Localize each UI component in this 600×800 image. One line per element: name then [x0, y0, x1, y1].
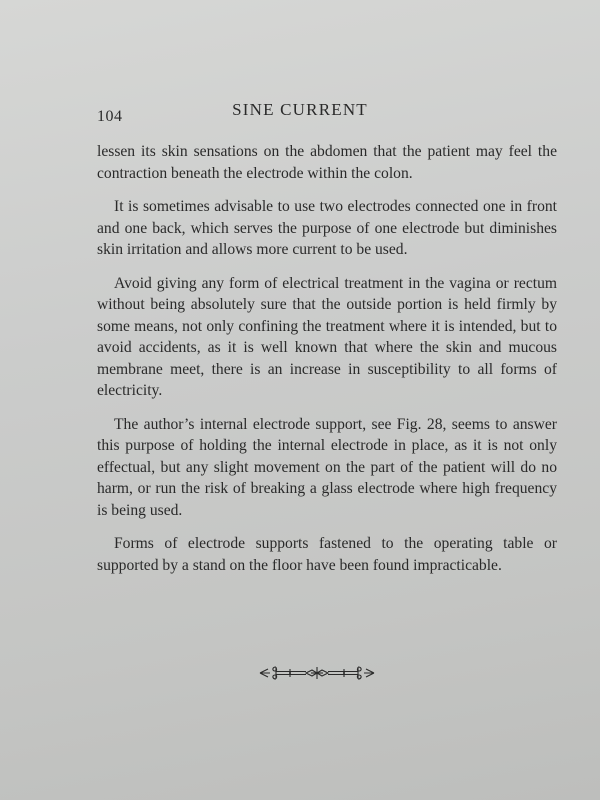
running-head: SINE CURRENT [232, 100, 368, 119]
decorative-tailpiece-ornament-icon [258, 662, 376, 684]
paragraph-two-electrodes: It is sometimes advisable to use two electrodes connected one in front and one back, which serves the purpose of one electrode but diminishes skin irritation and allows more current to be used. [97, 198, 557, 258]
paragraph-electrode-supports-table: Forms of electrode supports fastened to the operating table or supported by a stand on the floor have been found impracticable. [97, 535, 557, 574]
paragraph-electrode-support: The author’s internal electrode support, see Fig. 28, seems to answer this purpose of holding the internal electrode in place, as it is not only effectual, but any slight movement on the part of the patient will do no harm, or run the risk of breaking a glass electrode where high frequency is being used. [97, 415, 557, 519]
page-number: 104 [97, 108, 123, 125]
body-text [97, 141, 557, 588]
paragraph-avoid-treatment: Avoid giving any form of electrical treatment in the vagina or rectum without being absolutely sure that the outside portion is held firmly by some means, not only confining the treatment where it is intended, but to avoid accidents, as it is well known that where the skin and mucous membrane meet, there is an increase in susceptibility to all forms of electricity. [97, 274, 557, 399]
paragraph-continuation: lessen its skin sensations on the abdomen that the patient may feel the contraction beneath the electrode within the colon. [97, 143, 557, 182]
